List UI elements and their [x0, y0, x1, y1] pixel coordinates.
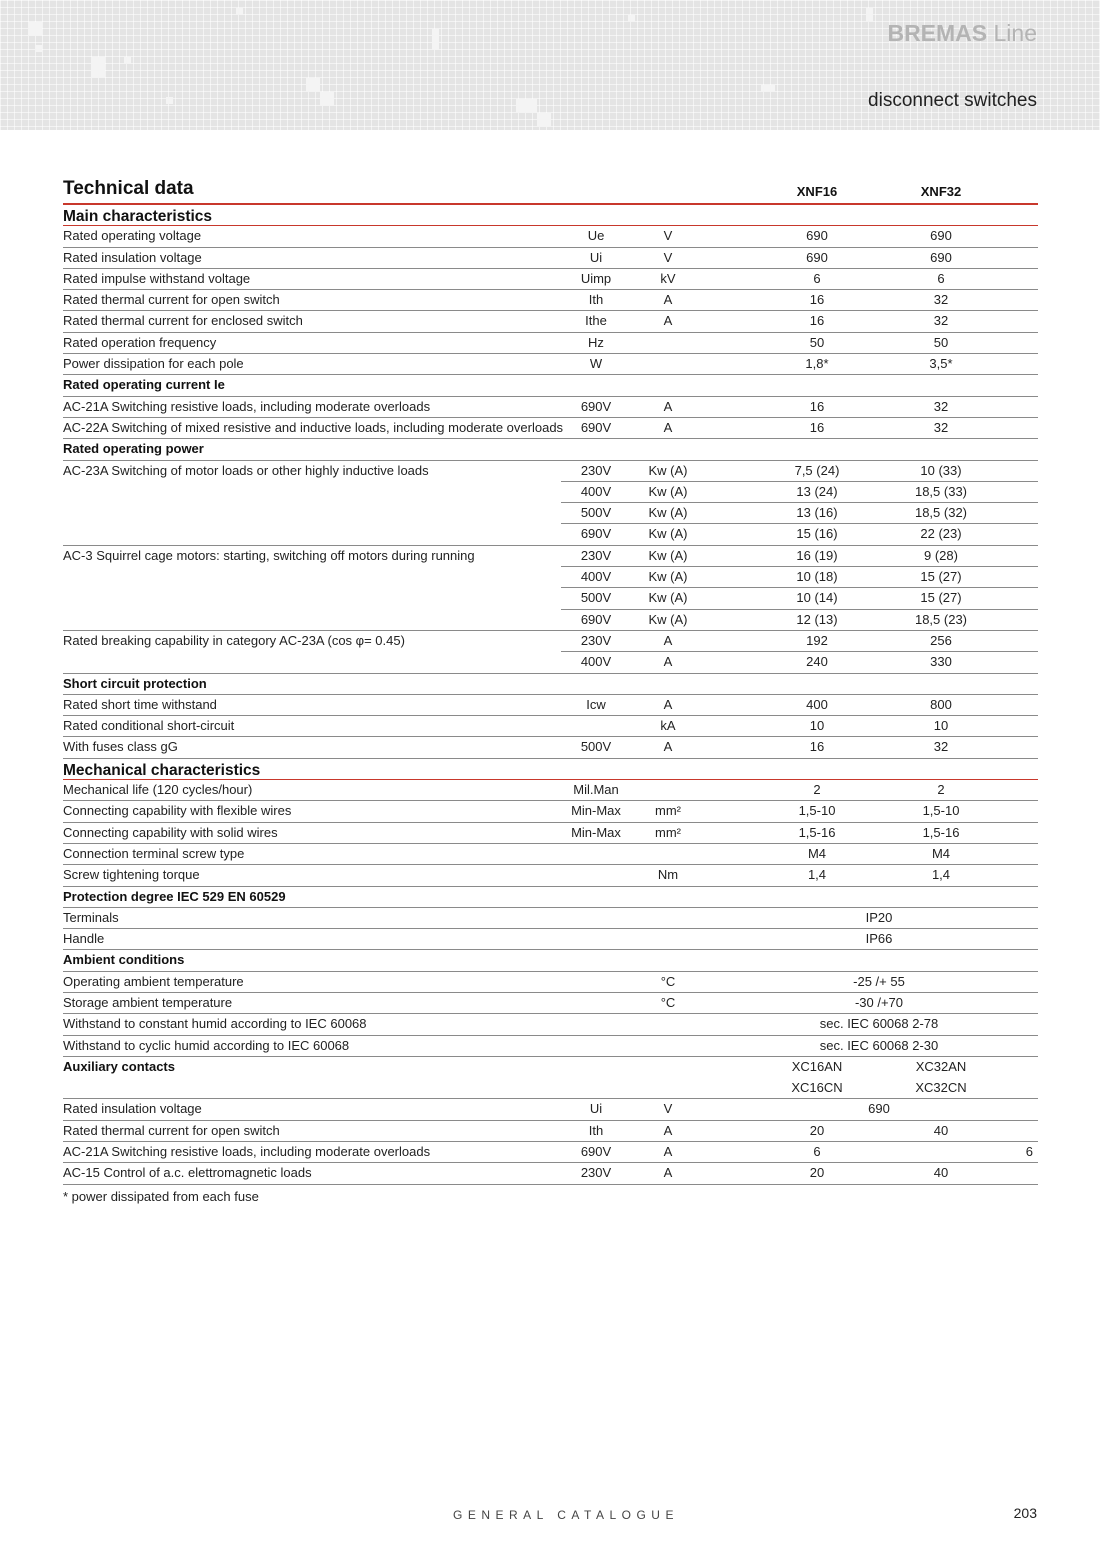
- row-description: Handle: [63, 931, 105, 947]
- value-xnf16: 15 (16): [796, 526, 838, 542]
- row-description: Rated operating power: [63, 441, 204, 457]
- technical-data-table: [63, 176, 1038, 1185]
- table-row: [63, 823, 1038, 844]
- value-xnf32: 32: [933, 292, 949, 308]
- value-xnf32: 15 (27): [920, 590, 962, 606]
- row-description: Withstand to constant humid according to IEC 60068: [63, 1016, 367, 1032]
- table-row: [63, 226, 1038, 247]
- value-xnf32: 50: [933, 334, 949, 350]
- row-description: AC-21A Switching resistive loads, including moderate overloads: [63, 1144, 431, 1160]
- row-unit: A: [663, 632, 673, 648]
- row-unit: Kw (A): [648, 611, 688, 627]
- row-description: Protection degree IEC 529 EN 60529: [63, 888, 286, 904]
- table-row: [63, 248, 1038, 269]
- row-symbol: Hz: [588, 334, 604, 350]
- value-xnf32: 6: [1025, 1144, 1033, 1160]
- decor-square: [320, 92, 334, 106]
- row-symbol: 690V: [580, 398, 612, 414]
- value-xnf16: 400: [806, 696, 828, 712]
- table-row: [63, 397, 1038, 418]
- row-description: Power dissipation for each pole: [63, 356, 244, 372]
- row-symbol: Ith: [588, 1122, 604, 1138]
- row-description: Auxiliary contacts: [63, 1058, 175, 1074]
- value-shared: sec. IEC 60068 2-78: [819, 1016, 939, 1032]
- value-xnf32: 1,5-16: [922, 824, 960, 840]
- column-header-xnf16: XNF16: [796, 184, 838, 199]
- row-symbol: 500V: [580, 505, 612, 521]
- row-symbol: 400V: [580, 569, 612, 585]
- decor-square: [236, 8, 243, 15]
- table-row: [63, 461, 1038, 482]
- table-body: [63, 205, 1038, 1185]
- value-xnf32: 32: [933, 419, 949, 435]
- section-title: disconnect switches: [868, 90, 1037, 111]
- column-header-xnf32: XNF32: [920, 184, 962, 199]
- row-unit: mm²: [655, 803, 681, 819]
- row-symbol: Ith: [588, 292, 604, 308]
- row-symbol: W: [589, 356, 603, 372]
- row-description: Short circuit protection: [63, 675, 207, 691]
- row-unit: A: [663, 419, 673, 435]
- row-description: Connecting capability with solid wires: [63, 824, 278, 840]
- value-xnf16: 240: [806, 654, 828, 670]
- row-description: With fuses class gG: [63, 739, 178, 755]
- value-xnf32: XC32CN: [915, 1080, 967, 1096]
- row-unit: Kw (A): [648, 462, 688, 478]
- value-xnf32: 32: [933, 398, 949, 414]
- brand-name: BREMAS: [887, 20, 988, 46]
- decor-square: [516, 99, 537, 113]
- value-xnf32: 40: [933, 1165, 949, 1181]
- row-description: Rated insulation voltage: [63, 1101, 202, 1117]
- value-xnf32: M4: [931, 845, 951, 861]
- table-row: [63, 716, 1038, 737]
- value-shared: 690: [868, 1101, 890, 1117]
- row-description: Operating ambient temperature: [63, 973, 244, 989]
- table-row: [63, 290, 1038, 311]
- row-description: Rated short time withstand: [63, 696, 217, 712]
- row-description: AC-21A Switching resistive loads, including moderate overloads: [63, 398, 431, 414]
- table-row: [63, 333, 1038, 354]
- value-xnf16: 10: [809, 718, 825, 734]
- row-symbol: Ue: [587, 228, 605, 244]
- row-description: Rated conditional short-circuit: [63, 718, 235, 734]
- row-unit: V: [663, 249, 673, 265]
- value-xnf32: 10: [933, 718, 949, 734]
- row-description: Rated insulation voltage: [63, 249, 202, 265]
- row-unit: Kw (A): [648, 483, 688, 499]
- value-xnf16: 1,5-10: [798, 803, 836, 819]
- row-description: Connection terminal screw type: [63, 845, 245, 861]
- table-row: [63, 844, 1038, 865]
- row-unit: A: [663, 292, 673, 308]
- header-banner: [0, 0, 1100, 130]
- row-symbol: Uimp: [580, 270, 612, 286]
- row-unit: Kw (A): [648, 547, 688, 563]
- row-description: Connecting capability with flexible wires: [63, 803, 292, 819]
- table-title: Technical data: [63, 178, 194, 199]
- decor-square: [91, 57, 105, 78]
- row-description: Ambient conditions: [63, 952, 185, 968]
- page-number: 203: [1013, 1505, 1037, 1521]
- value-xnf16: 1,8*: [805, 356, 829, 372]
- row-unit: A: [663, 398, 673, 414]
- value-xnf16: 7,5 (24): [794, 462, 840, 478]
- row-symbol: 690V: [580, 611, 612, 627]
- table-row: [63, 482, 1038, 503]
- value-xnf16: 16: [809, 739, 825, 755]
- value-xnf32: 32: [933, 739, 949, 755]
- row-description: Rated impulse withstand voltage: [63, 270, 251, 286]
- value-xnf32: 15 (27): [920, 569, 962, 585]
- group-heading: [63, 950, 1038, 971]
- row-description: Rated operation frequency: [63, 334, 217, 350]
- table-row: [63, 567, 1038, 588]
- row-unit: A: [663, 696, 673, 712]
- group-heading: [63, 439, 1038, 460]
- value-xnf32: 9 (28): [924, 547, 958, 563]
- table-row: [63, 801, 1038, 822]
- value-xnf32: XC32AN: [915, 1058, 967, 1074]
- row-symbol: Mil.Man: [573, 782, 619, 798]
- value-shared: sec. IEC 60068 2-30: [819, 1037, 939, 1053]
- row-description: Main characteristics: [63, 208, 213, 225]
- table-row: [63, 737, 1038, 758]
- row-symbol: 230V: [580, 1165, 612, 1181]
- row-unit: Nm: [657, 867, 679, 883]
- row-symbol: 690V: [580, 419, 612, 435]
- value-xnf16: 16 (19): [796, 547, 838, 563]
- value-xnf32: 1,5-10: [922, 803, 960, 819]
- value-xnf16: 1,4: [807, 867, 827, 883]
- row-unit: A: [663, 313, 673, 329]
- table-row: [63, 524, 1038, 545]
- decor-square: [866, 8, 873, 22]
- row-symbol: 230V: [580, 547, 612, 563]
- row-description: AC-3 Squirrel cage motors: starting, switching off motors during running: [63, 547, 475, 563]
- row-unit: Kw (A): [648, 569, 688, 585]
- row-description: Rated thermal current for open switch: [63, 1122, 280, 1138]
- value-shared: -30 /+70: [854, 994, 904, 1010]
- value-xnf32: 330: [930, 654, 952, 670]
- value-xnf16: M4: [807, 845, 827, 861]
- value-xnf16: 2: [813, 782, 821, 798]
- value-xnf16: XC16CN: [791, 1080, 843, 1096]
- table-row: [63, 929, 1038, 950]
- section-heading: [63, 759, 1038, 780]
- value-xnf32: 22 (23): [920, 526, 962, 542]
- decor-square: [28, 22, 42, 36]
- table-row: [63, 780, 1038, 801]
- row-symbol: 230V: [580, 462, 612, 478]
- table-row: [63, 1014, 1038, 1035]
- table-row: [63, 993, 1038, 1014]
- row-description: AC-23A Switching of motor loads or other highly inductive loads: [63, 462, 429, 478]
- value-xnf16: XC16AN: [791, 1058, 843, 1074]
- value-xnf32: 2: [937, 782, 945, 798]
- table-header: [63, 176, 1038, 205]
- value-xnf32: 690: [930, 249, 952, 265]
- value-xnf16: 20: [809, 1122, 825, 1138]
- row-unit: Kw (A): [648, 526, 688, 542]
- group-heading: [63, 887, 1038, 908]
- value-shared: -25 /+ 55: [853, 973, 905, 989]
- value-xnf16: 16: [809, 419, 825, 435]
- row-unit: Kw (A): [648, 590, 688, 606]
- decor-square: [124, 57, 131, 64]
- decor-square: [628, 15, 635, 22]
- table-row: [63, 1142, 1038, 1163]
- value-xnf16: 6: [813, 1144, 821, 1160]
- row-description: AC-22A Switching of mixed resistive and inductive loads, including moderate overloads: [63, 419, 564, 435]
- table-row: [63, 354, 1038, 375]
- row-unit: A: [663, 1122, 673, 1138]
- value-xnf32: 32: [933, 313, 949, 329]
- row-symbol: Icw: [586, 696, 606, 712]
- row-description: Withstand to cyclic humid according to IEC 60068: [63, 1037, 350, 1053]
- decor-square: [166, 97, 173, 104]
- value-xnf32: 690: [930, 228, 952, 244]
- row-unit: A: [663, 1165, 673, 1181]
- value-xnf16: 192: [806, 632, 828, 648]
- row-symbol: 230V: [580, 632, 612, 648]
- table-row: [63, 546, 1038, 567]
- row-symbol: 690V: [580, 1144, 612, 1160]
- group-heading: [63, 375, 1038, 396]
- row-symbol: Ui: [589, 1101, 603, 1117]
- row-symbol: 400V: [580, 483, 612, 499]
- group-heading: [63, 1057, 1038, 1078]
- row-description: Storage ambient temperature: [63, 994, 233, 1010]
- table-row: [63, 1036, 1038, 1057]
- value-xnf16: 20: [809, 1165, 825, 1181]
- value-xnf32: 10 (33): [920, 462, 962, 478]
- value-xnf32: 40: [933, 1122, 949, 1138]
- row-unit: V: [663, 228, 673, 244]
- row-symbol: 690V: [580, 526, 612, 542]
- value-xnf16: 690: [806, 228, 828, 244]
- row-description: Rated thermal current for enclosed switch: [63, 313, 303, 329]
- table-row: [63, 610, 1038, 631]
- footer-catalogue: GENERAL CATALOGUE: [453, 1508, 679, 1522]
- value-xnf16: 6: [813, 270, 821, 286]
- table-row: [63, 588, 1038, 609]
- decor-square: [537, 113, 551, 127]
- value-xnf32: 800: [930, 696, 952, 712]
- table-row: [63, 269, 1038, 290]
- value-xnf16: 12 (13): [796, 611, 838, 627]
- row-symbol: 400V: [580, 654, 612, 670]
- table-row: [63, 503, 1038, 524]
- row-description: AC-15 Control of a.c. elettromagnetic loads: [63, 1165, 312, 1181]
- row-unit: °C: [660, 973, 676, 989]
- decor-square: [761, 85, 775, 92]
- section-heading: [63, 205, 1038, 226]
- footnote: * power dissipated from each fuse: [63, 1189, 259, 1204]
- group-heading: [63, 674, 1038, 695]
- row-unit: kV: [660, 270, 676, 286]
- row-unit: V: [663, 1101, 673, 1117]
- table-row: [63, 695, 1038, 716]
- row-description: Mechanical characteristics: [63, 761, 261, 779]
- value-xnf16: 16: [809, 313, 825, 329]
- row-symbol: 500V: [580, 590, 612, 606]
- value-xnf16: 13 (24): [796, 483, 838, 499]
- value-xnf32: 6: [937, 270, 945, 286]
- table-row: [63, 652, 1038, 673]
- value-xnf16: 10 (18): [796, 569, 838, 585]
- value-xnf32: 1,4: [931, 867, 951, 883]
- row-symbol: Ui: [589, 249, 603, 265]
- value-xnf32: 18,5 (23): [914, 611, 968, 627]
- table-row: [63, 631, 1038, 652]
- value-xnf32: 3,5*: [929, 356, 953, 372]
- row-unit: kA: [660, 718, 676, 734]
- value-xnf16: 16: [809, 292, 825, 308]
- brand-suffix: Line: [993, 20, 1037, 46]
- brand-logo: [887, 20, 1037, 47]
- value-shared: IP66: [865, 931, 893, 947]
- value-xnf16: 10 (14): [796, 590, 838, 606]
- row-unit: A: [663, 739, 673, 755]
- value-xnf16: 16: [809, 398, 825, 414]
- value-xnf32: 256: [930, 632, 952, 648]
- row-description: Screw tightening torque: [63, 867, 200, 883]
- row-symbol: 500V: [580, 739, 612, 755]
- table-row: [63, 418, 1038, 439]
- table-row: [63, 1099, 1038, 1120]
- table-row: [63, 865, 1038, 886]
- decor-square: [35, 45, 42, 52]
- value-xnf16: 13 (16): [796, 505, 838, 521]
- decor-square: [306, 78, 320, 92]
- row-unit: mm²: [655, 824, 681, 840]
- row-description: Mechanical life (120 cycles/hour): [63, 782, 253, 798]
- row-symbol: Ithe: [585, 313, 607, 329]
- row-unit: °C: [660, 994, 676, 1010]
- value-xnf16: 1,5-16: [798, 824, 836, 840]
- row-unit: A: [663, 654, 673, 670]
- value-xnf32: 18,5 (33): [914, 483, 968, 499]
- row-description: Rated operating voltage: [63, 228, 202, 244]
- row-description: Terminals: [63, 909, 119, 925]
- row-description: Rated breaking capability in category AC-23A (cos φ= 0.45): [63, 632, 405, 648]
- table-row: [63, 311, 1038, 332]
- row-unit: Kw (A): [648, 505, 688, 521]
- row-symbol: Min-Max: [571, 824, 621, 840]
- value-xnf16: 50: [809, 334, 825, 350]
- row-symbol: Min-Max: [571, 803, 621, 819]
- value-xnf32: 18,5 (32): [914, 505, 968, 521]
- table-row: [63, 1078, 1038, 1099]
- value-shared: IP20: [865, 909, 893, 925]
- row-description: Rated thermal current for open switch: [63, 292, 280, 308]
- table-row: [63, 972, 1038, 993]
- table-row: [63, 1121, 1038, 1142]
- decor-square: [432, 29, 439, 50]
- table-row: [63, 908, 1038, 929]
- table-row: [63, 1163, 1038, 1184]
- value-xnf16: 690: [806, 249, 828, 265]
- row-unit: A: [663, 1144, 673, 1160]
- row-description: Rated operating current Ie: [63, 377, 225, 393]
